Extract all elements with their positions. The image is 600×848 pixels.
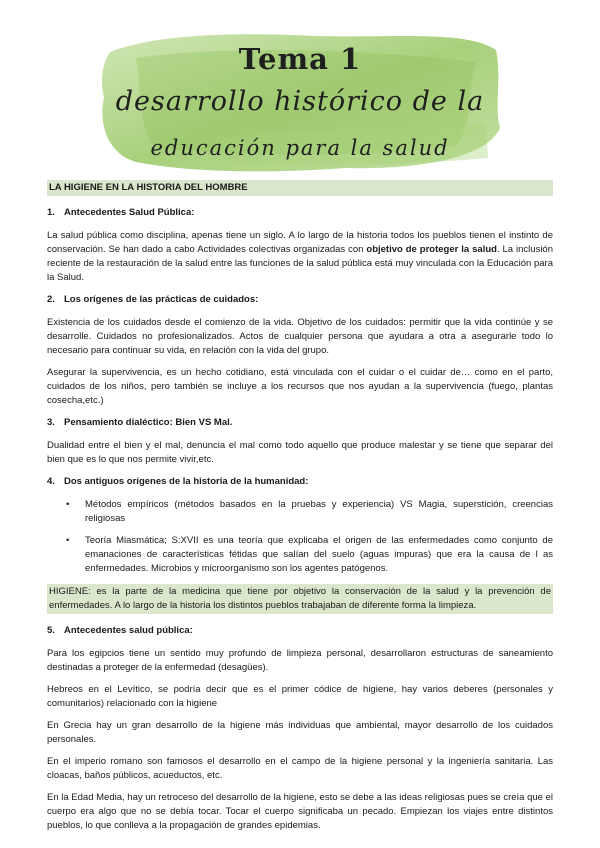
header xyxy=(96,28,504,178)
document-title: Tema 1 xyxy=(238,42,362,76)
bold-run: objetivo de proteger la salud xyxy=(366,244,497,255)
heading-2 xyxy=(47,293,553,307)
paragraph: Existencia de los cuidados desde el comienzo de la vida. Objetivo de los cuidados: permitir que la vida continúe y se desarrolle. Cuidados no profesionalizados. Actos de cualquier persona que ayudara a otra a asegurarle todo lo necesario para continuar su vida, en relación con la vida del grupo. xyxy=(47,317,553,356)
heading-number: 1. xyxy=(47,207,55,218)
text-run: La salud pública como disciplina, apenas tiene un siglo. A lo largo de la historia todos los pueblos tienen el instinto de conservación. Se han dado a cabo Actividades colectivas organizadas con xyxy=(47,230,553,255)
heading-3 xyxy=(47,416,553,430)
heading-text: Los orígenes de las prácticas de cuidados: xyxy=(64,294,259,305)
heading-1 xyxy=(47,206,553,220)
paragraph: Hebreos en el Levítico, se podría decir que es el primer códice de higiene, hay varios deberes (personales y comunitarios) relacionado con la higiene xyxy=(47,684,553,709)
text-run: . La inclusión reciente de la restauración de la salud entre las funciones de la salud pública está muy vinculada con la Educación para la Salud. xyxy=(47,244,553,283)
heading-text: Dos antiguos orígenes de la historia de la humanidad: xyxy=(64,476,309,487)
heading-text: Antecedentes Salud Pública: xyxy=(64,207,195,218)
paragraph: Para los egipcios tiene un sentido muy profundo de limpieza personal, desarrollaron estructuras de saneamiento destinadas a proteger de la enfermedad (desagües). xyxy=(47,648,553,673)
heading-number: 4. xyxy=(47,476,55,487)
document-subtitle-line2: educación para la salud xyxy=(150,136,450,160)
section-title: LA HIGIENE EN LA HISTORIA DEL HOMBRE xyxy=(47,180,553,196)
document-subtitle-line1: desarrollo histórico de la xyxy=(115,86,485,117)
heading-number: 3. xyxy=(47,417,55,428)
highlight-definition: HIGIENE: es la parte de la medicina que tiene por objetivo la conservación de la salud y la prevención de enfermedades. A lo largo de la historia los distintos pueblos trabajaban de diferente forma la limpieza. xyxy=(47,584,553,614)
paragraph: En Grecia hay un gran desarrollo de la higiene más individuas que ambiental, mayor desarrollo de los cuidados personales. xyxy=(47,720,553,745)
heading-number: 5. xyxy=(47,625,55,636)
bullet-list xyxy=(47,498,553,576)
document-body xyxy=(47,180,553,841)
paragraph: En el imperio romano son famosos el desarrollo en el campo de la higiene personal y la ingeniería sanitaria. Las cloacas, baños públicos, acueductos, etc. xyxy=(47,756,553,781)
heading-number: 2. xyxy=(47,294,55,305)
paragraph: Asegurar la supervivencia, es un hecho cotidiano, está vinculada con el cuidar o el cuidar de… como en el parto, cuidados de los niños, pero también se incluye a los recursos que nos ayudan a la supervivencia (fuego, plantas cosecha,etc.) xyxy=(47,367,553,406)
heading-5 xyxy=(47,624,553,638)
paragraph: En la Edad Media, hay un retroceso del desarrollo de la higiene, esto se debe a las ideas religiosas pues se creía que el cuerpo era algo que no se debía tocar. Tocar el cuerpo significaba un pecado. Empiezan los viajes entre distintos pueblos, lo que conlleva a la propagación de grandes epidemias. xyxy=(47,792,553,831)
heading-text: Antecedentes salud pública: xyxy=(64,625,193,636)
paragraph xyxy=(47,229,553,285)
paragraph: Dualidad entre el bien y el mal, denuncia el mal como todo aquello que produce malestar y se tiene que separar del bien que es lo que nos permite vivir,etc. xyxy=(47,440,553,465)
list-item: • Teoría Miasmática; S:XVII es una teoría que explicaba el origen de las enfermedades como conjunto de emanaciones de características fétidas que salían del suelo (aguas impuras) que era la causa de l as enfermedades. Microbios y microorganismo son los agentes patógenos. xyxy=(85,534,553,576)
heading-4 xyxy=(47,475,553,489)
heading-text: Pensamiento dialéctico: Bien VS Mal. xyxy=(64,417,233,428)
list-item: • Métodos empíricos (métodos basados en la pruebas y experiencia) VS Magia, superstición, creencias religiosas xyxy=(85,498,553,526)
